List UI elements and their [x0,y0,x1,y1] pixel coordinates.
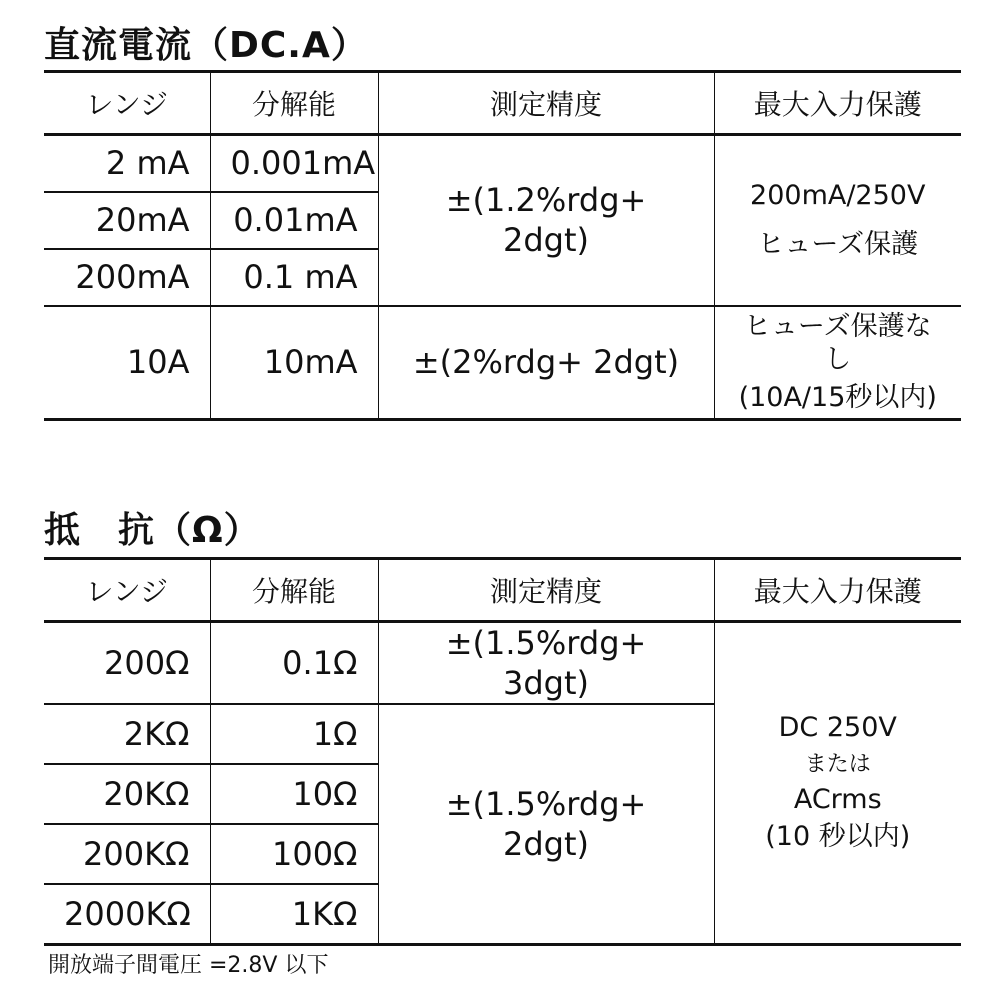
resolution-cell: 1Ω [210,704,378,764]
dc-current-table [44,70,961,421]
resolution-cell: 1KΩ [210,884,378,944]
dc-current-title: 直流電流（DC.A） [44,25,368,66]
accuracy-cell: ±(2%rdg+ 2dgt) [378,306,714,420]
resolution-cell: 100Ω [210,824,378,884]
accuracy-cell: ±(1.5%rdg+ 3dgt) [378,622,714,705]
table-row [44,306,961,420]
table-row [44,135,961,192]
range-cell: 2KΩ [44,704,210,764]
footnote: 開放端子間電圧 =2.8V 以下 [48,953,329,978]
resolution-cell: 10mA [210,306,378,420]
header-accuracy: 測定精度 [378,72,714,135]
resolution-cell: 0.1Ω [210,622,378,705]
protection-line: DC 250V [778,712,897,744]
accuracy-cell: ±(1.5%rdg+ 2dgt) [378,704,714,944]
range-cell: 2 mA [44,135,210,192]
resistance-table [44,557,961,946]
header-range: レンジ [44,559,210,622]
table-row [44,622,961,705]
protection-line: (10 秒以内) [765,821,911,853]
range-cell: 2000KΩ [44,884,210,944]
protection-line: 200mA/250V [750,179,926,211]
header-max-input-protection: 最大入力保護 [714,72,961,135]
protection-line: (10A/15秒以内) [738,382,937,414]
protection-cell [714,622,961,945]
header-range: レンジ [44,72,210,135]
header-resolution: 分解能 [210,72,378,135]
range-cell: 20mA [44,192,210,249]
table-header-row [44,72,961,135]
range-cell: 200Ω [44,622,210,705]
resolution-cell: 0.1 mA [210,249,378,306]
accuracy-cell: ±(1.2%rdg+ 2dgt) [378,135,714,306]
resolution-cell: 10Ω [210,764,378,824]
protection-line: または [804,752,871,778]
range-cell: 20KΩ [44,764,210,824]
resolution-cell: 0.01mA [210,192,378,249]
protection-cell [714,135,961,306]
header-accuracy: 測定精度 [378,559,714,622]
table-header-row [44,559,961,622]
protection-line: ヒューズ保護なし [743,310,932,376]
range-cell: 10A [44,306,210,420]
protection-line: ACrms [793,783,882,815]
resolution-cell: 0.001mA [210,135,378,192]
range-cell: 200mA [44,249,210,306]
protection-cell [714,306,961,420]
range-cell: 200KΩ [44,824,210,884]
resistance-title: 抵 抗（Ω） [44,510,261,551]
header-max-input-protection: 最大入力保護 [714,559,961,622]
header-resolution: 分解能 [210,559,378,622]
protection-line: ヒューズ保護 [757,229,919,261]
